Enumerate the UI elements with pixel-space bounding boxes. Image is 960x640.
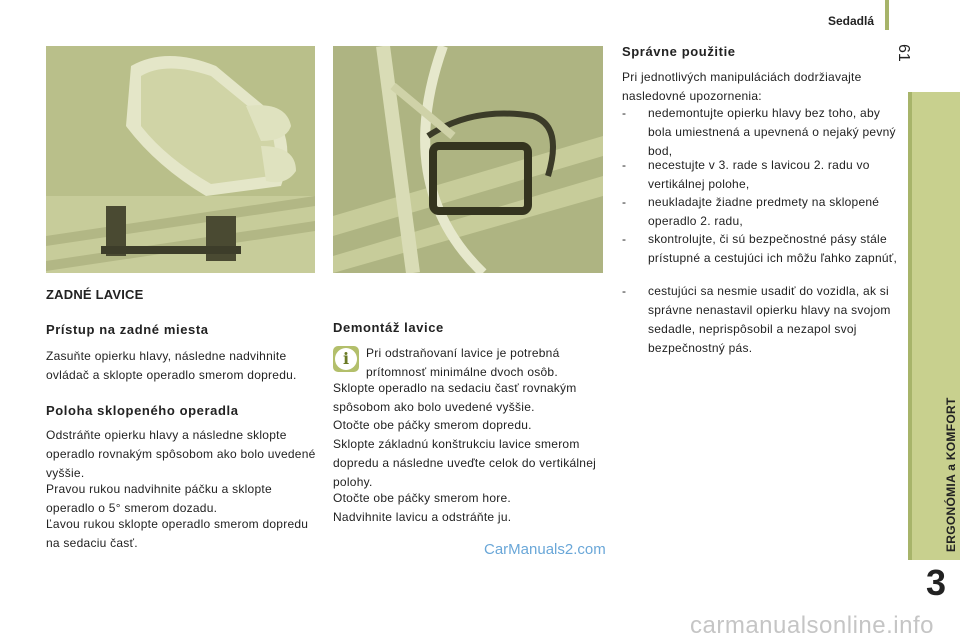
list-item: - necestujte v 3. rade s lavicou 2. radu vo vertikálnej polohe,	[622, 156, 902, 194]
header-rule	[885, 0, 889, 30]
list-item-text: skontrolujte, či sú bezpečnostné pásy stále prístupné a cestujúci ich môžu ľahko zapnúť,	[648, 232, 898, 265]
carmanuals-watermark: CarManuals2.com	[484, 541, 606, 558]
list-item: - nedemontujte opierku hlavy bez toho, aby bola umiestnená a upevnená o nejaký pevný bod,	[622, 104, 902, 161]
list-item: - cestujúci sa nesmie usadiť do vozidla, ak si správne nenastavil opierku hlavy na svojom sedadle, neprispôsobil a nezapol svoj bezpečnostný pás.	[622, 282, 902, 358]
paragraph-removal-1: Sklopte operadlo na sedaciu časť rovnakým spôsobom ako bolo uvedené vyššie.	[333, 381, 577, 414]
paragraph-removal-2: Otočte obe páčky smerom dopredu.	[333, 418, 532, 432]
section-heading-rear-bench: ZADNÉ LAVICE	[46, 287, 144, 302]
heading-correct-use: Správne použitie	[622, 44, 736, 59]
paragraph-removal-5: Nadvihnite lavicu a odstráňte ju.	[333, 510, 512, 524]
chapter-title: ERGONÓMIA a KOMFORT	[944, 397, 958, 552]
list-item: - skontrolujte, či sú bezpečnostné pásy stále prístupné a cestujúci ich môžu ľahko zapnúť,	[622, 230, 902, 287]
list-item-text: cestujúci sa nesmie usadiť do vozidla, ak si správne nenastavil opierku hlavy na svojom sedadle, neprispôsobil a nezapol svoj bezpečnostný pás.	[648, 284, 891, 355]
paragraph-position-1: Odstráňte opierku hlavy a následne sklopte operadlo rovnakým spôsobom ako bolo uvedené vyššie.	[46, 428, 316, 480]
paragraph-rear-access: Zasuňte opierku hlavy, následne nadvihnite ovládač a sklopte operadlo smerom dopredu.	[46, 349, 297, 382]
page-number: 61	[895, 44, 912, 62]
heading-bench-removal: Demontáž lavice	[333, 320, 444, 335]
footer-watermark: carmanualsonline.info	[690, 612, 934, 639]
photo-bench-frame	[333, 46, 603, 273]
photo-folded-bench-seat	[46, 46, 315, 273]
list-item: - neukladajte žiadne predmety na sklopené operadlo 2. radu,	[622, 193, 902, 231]
paragraph-correct-use-intro: Pri jednotlivých manipuláciách dodržiavajte nasledovné upozornenia:	[622, 70, 862, 103]
heading-folded-position: Poloha sklopeného operadla	[46, 403, 239, 418]
info-icon: i	[333, 346, 359, 372]
info-note: Pri odstraňovaní lavice je potrebná prítomnosť minimálne dvoch osôb.	[366, 346, 560, 379]
paragraph-position-2: Pravou rukou nadvihnite páčku a sklopte operadlo o 5° smerom dozadu.	[46, 482, 272, 515]
heading-rear-access: Prístup na zadné miesta	[46, 322, 209, 337]
paragraph-position-3: Ľavou rukou sklopte operadlo smerom dopredu na sedaciu časť.	[46, 517, 309, 550]
section-title: Sedadlá	[828, 14, 875, 28]
list-item-text: necestujte v 3. rade s lavicou 2. radu vo vertikálnej polohe,	[648, 158, 870, 191]
chapter-number: 3	[925, 562, 947, 603]
paragraph-removal-3: Sklopte základnú konštrukciu lavice smerom dopredu a následne uveďte celok do vertikálnej polohy.	[333, 437, 597, 489]
list-item-text: neukladajte žiadne predmety na sklopené operadlo 2. radu,	[648, 195, 880, 228]
list-item-text: nedemontujte opierku hlavy bez toho, aby bola umiestnená a upevnená o nejaký pevný bod,	[648, 106, 896, 158]
paragraph-removal-4: Otočte obe páčky smerom hore.	[333, 491, 511, 505]
